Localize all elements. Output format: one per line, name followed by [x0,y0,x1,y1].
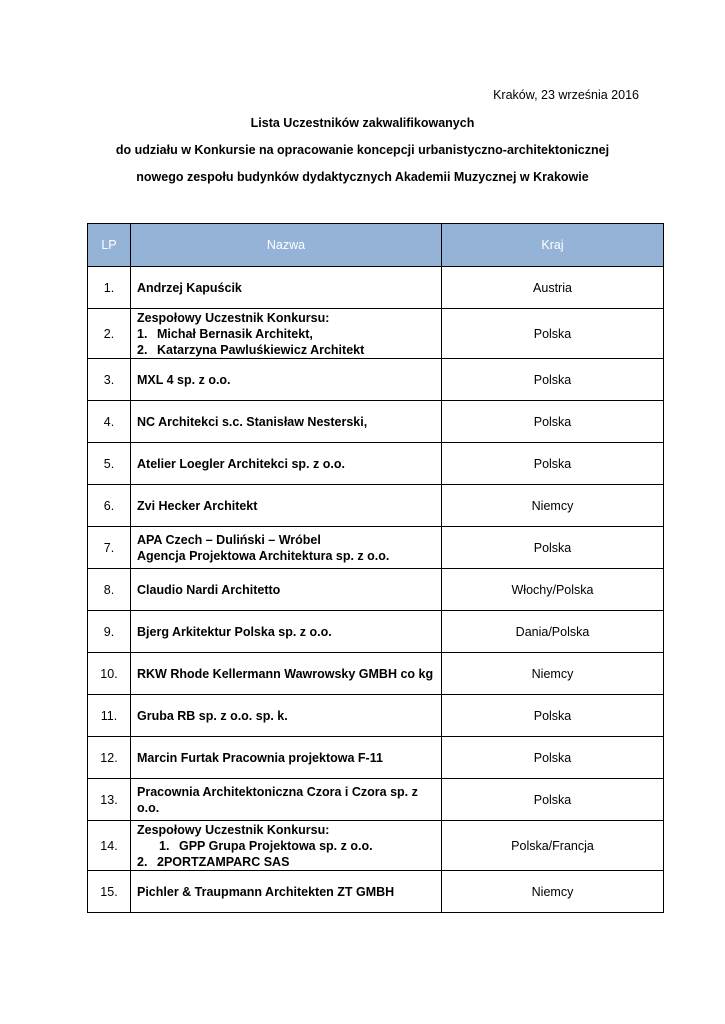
row-name [131,653,442,695]
row-country: Niemcy [442,485,664,527]
table-row [88,695,664,737]
list-number: 1. [137,326,148,341]
row-country: Austria [442,267,664,309]
row-country: Dania/Polska [442,611,664,653]
participants-table [87,223,664,913]
table-row [88,401,664,443]
name-line: Pichler & Traupmann Architekten ZT GMBH [137,884,395,899]
name-line: Zespołowy Uczestnik Konkursu: [137,822,330,837]
row-name [131,737,442,779]
name-list-item [137,854,435,870]
row-lp: 2. [88,309,131,359]
row-country: Niemcy [442,871,664,913]
list-item-text: GPP Grupa Projektowa sp. z o.o. [179,838,373,853]
row-lp: 10. [88,653,131,695]
row-lp: 12. [88,737,131,779]
column-header-name: Nazwa [131,224,442,267]
table-row [88,309,664,359]
row-lp: 15. [88,871,131,913]
name-list-item [137,326,435,342]
table-row [88,267,664,309]
row-name [131,871,442,913]
document-title-line-3: nowego zespołu budynków dydaktycznych Akademii Muzycznej w Krakowie [136,170,589,184]
list-item-text: Katarzyna Pawluśkiewicz Architekt [157,342,365,357]
row-lp: 7. [88,527,131,569]
row-lp: 1. [88,267,131,309]
row-name [131,527,442,569]
name-line: Agencja Projektowa Architektura sp. z o.o. [137,548,390,563]
row-country: Polska [442,695,664,737]
table-row [88,821,664,871]
table-row [88,779,664,821]
document-title-line-2: do udziału w Konkursie na opracowanie koncepcji urbanistyczno-architektonicznej [115,143,610,157]
row-name [131,821,442,871]
name-line: Marcin Furtak Pracownia projektowa F-11 [137,750,383,765]
row-name [131,401,442,443]
name-line: NC Architekci s.c. Stanisław Nesterski, [137,414,368,429]
list-item-text: 2PORTZAMPARC SAS [157,854,290,869]
row-country: Polska [442,737,664,779]
row-country: Niemcy [442,653,664,695]
row-name [131,695,442,737]
row-country: Polska [442,401,664,443]
row-name [131,309,442,359]
row-country: Polska [442,309,664,359]
column-header-lp: LP [88,224,131,267]
row-lp: 8. [88,569,131,611]
row-country: Polska/Francja [442,821,664,871]
row-name [131,485,442,527]
row-lp: 9. [88,611,131,653]
list-number: 1. [159,838,170,853]
row-lp: 3. [88,359,131,401]
list-number: 2. [137,854,148,869]
row-name [131,359,442,401]
name-line: MXL 4 sp. z o.o. [137,372,231,387]
table-row [88,653,664,695]
row-lp: 13. [88,779,131,821]
name-line: Zvi Hecker Architekt [137,498,258,513]
name-list-item [137,342,435,358]
table-row [88,359,664,401]
row-lp: 14. [88,821,131,871]
table-row [88,611,664,653]
row-country: Polska [442,779,664,821]
name-line: Pracownia Architektoniczna Czora i Czora sp. z o.o. [137,784,418,815]
name-line: Andrzej Kapuścik [137,280,242,295]
row-name [131,267,442,309]
name-line: APA Czech – Duliński – Wróbel [137,532,321,547]
name-list-item [137,838,435,854]
table-row [88,485,664,527]
row-country: Polska [442,443,664,485]
table-row [88,527,664,569]
row-country: Włochy/Polska [442,569,664,611]
table-row [88,443,664,485]
row-name [131,569,442,611]
row-name [131,611,442,653]
row-lp: 11. [88,695,131,737]
table-row [88,871,664,913]
row-lp: 6. [88,485,131,527]
name-line: Gruba RB sp. z o.o. sp. k. [137,708,288,723]
row-country: Polska [442,359,664,401]
document-date: Kraków, 23 września 2016 [493,88,639,102]
column-header-country: Kraj [442,224,664,267]
row-country: Polska [442,527,664,569]
list-item-text: Michał Bernasik Architekt, [157,326,313,341]
row-name [131,443,442,485]
table-header-row [88,224,664,267]
list-number: 2. [137,342,148,357]
name-line: Atelier Loegler Architekci sp. z o.o. [137,456,345,471]
name-line: RKW Rhode Kellermann Wawrowsky GMBH co kg [137,666,434,681]
row-lp: 5. [88,443,131,485]
table-row [88,569,664,611]
name-line: Claudio Nardi Architetto [137,582,281,597]
row-name [131,779,442,821]
name-line: Zespołowy Uczestnik Konkursu: [137,310,330,325]
table-row [88,737,664,779]
name-line: Bjerg Arkitektur Polska sp. z o.o. [137,624,332,639]
document-title-line-1: Lista Uczestników zakwalifikowanych [250,116,475,130]
row-lp: 4. [88,401,131,443]
